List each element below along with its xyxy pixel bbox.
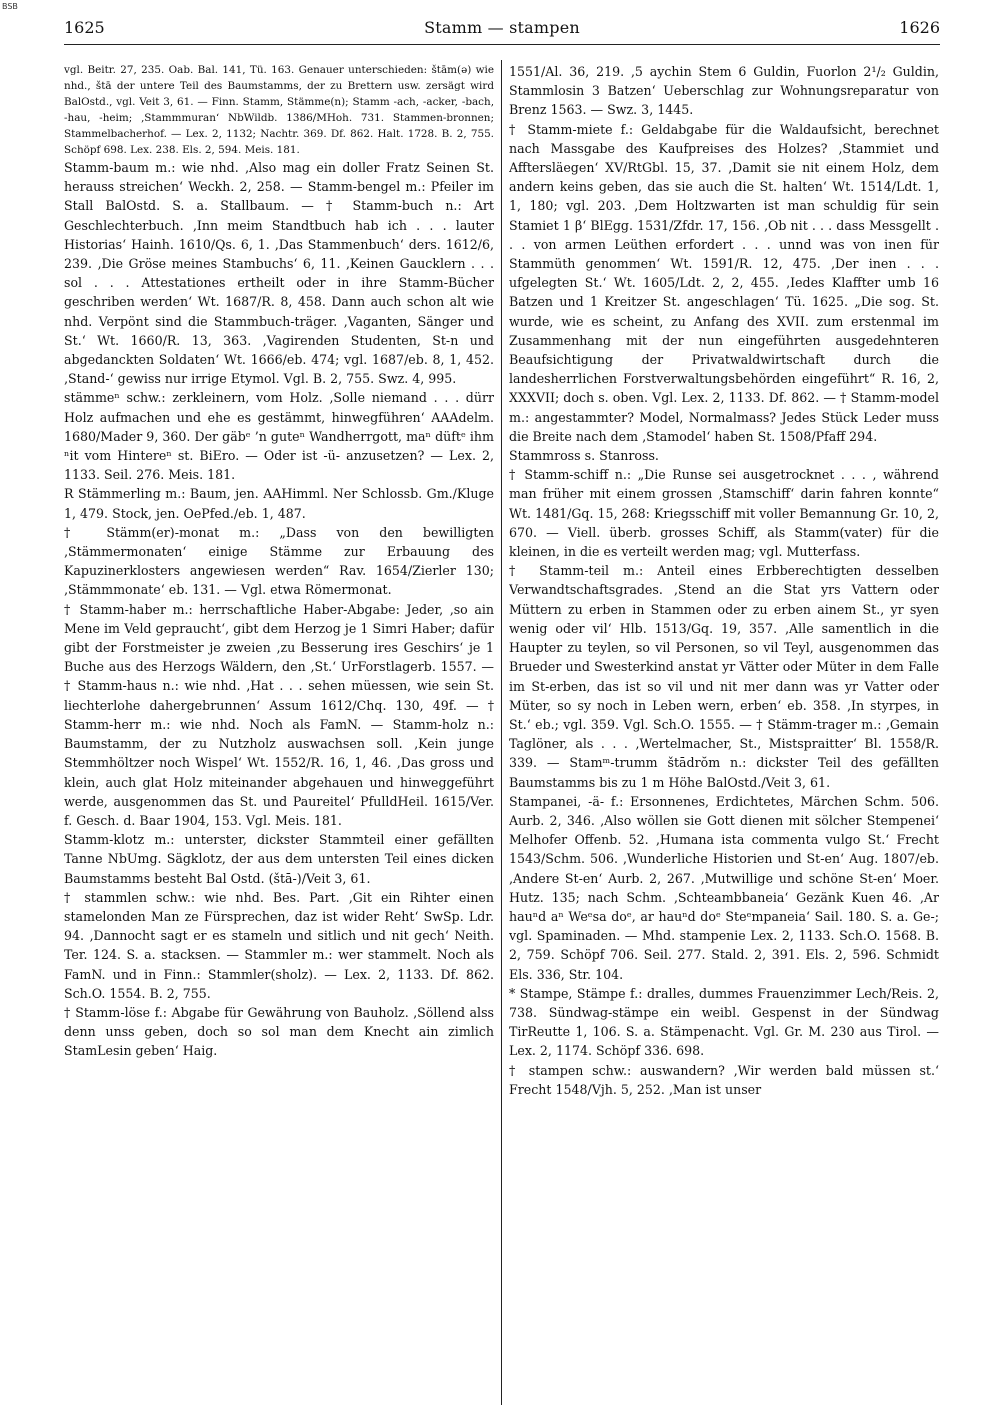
page-number-left: 1625 bbox=[64, 18, 105, 37]
library-stamp: BSB bbox=[2, 2, 18, 11]
dictionary-entry: † Stämm(er)-monat m.: „Dass von den bewilligten ‚Stämmermonaten‘ einige Stämme zur Erbauung des Kapuzinerklosters angewiesen werden“ Rav. 1654/Zierler 130; ‚Stämmmonate‘ eb. 131. — Vgl. etwa Römermonat. bbox=[64, 524, 494, 598]
dictionary-entry: † stammlen schw.: wie nhd. Bes. Part. ‚Git ein Rihter einen stamelonden Man ze Fürsprechen, daz ist wider Reht‘ SwSp. Ldr. 94. ‚Dannocht sagt er es stameln und sitlich und nit gech‘ Neith. Ter. 124. S. a. stacksen. — Stammler m.: wer stammelt. Noch als FamN. und in Finn.: Stammler(sholz). — Lex. 2, 1133. Df. 862. Sch.O. 1554. B. 2, 755. bbox=[64, 889, 494, 1001]
right-column bbox=[509, 62, 939, 1407]
page-header bbox=[64, 18, 940, 38]
dictionary-entry: † Stamm-löse f.: Abgabe für Gewährung von Bauholz. ‚Söllend alss denn unss geben, doch so sol man dem Knecht ain zimlich StamLesin geben‘ Haig. bbox=[64, 1004, 494, 1059]
dictionary-entry: † Stamm-haber m.: herrschaftliche Haber-Abgabe: Jeder, ‚so ain Mene im Veld gepraucht‘, gibt dem Herzog je 1 Simri Haber; dafür gibt der Forstmeister je zweien ‚zu Besserung ires Geschirs‘ je 1 Buche aus des Herzogs Wäldern, den ‚St.‘ UrForstlagerb. 1557. — † Stamm-haus n.: wie nhd. ‚Hat . . . sehen müessen, wie sein St. liechterlohe dahergebrunnen‘ Assum 1612/Chq. 130, 49f. — † Stamm-herr m.: wie nhd. Noch als FamN. — Stamm-holz n.: Baumstamm, der zu Nutzholz auswachsen soll. ‚Kein junge Stemmhöltzer noch Wispel‘ Wt. 1552/R. 16, 1, 46. ‚Das gross und klein, auch glat Holz miteinander abgehauen und hinweggeführt werde, ausgenommen das St. und Paureitel‘ PfulldHeil. 1615/Ver. f. Gesch. d. Baar 1904, 153. Vgl. Meis. 181. bbox=[64, 601, 494, 828]
dictionary-entry: Stamm-baum m.: wie nhd. ‚Also mag ein doller Fratz Seinen St. herauss streichen‘ Weckh. 2, 258. — Stamm-bengel m.: Pfeiler im Stall BalOstd. S. a. Stallbaum. — † Stamm-buch n.: Art Geschlechterbuch. ‚Inn meim Standtbuch hab ich . . . lauter Historias‘ Hainh. 1610/Qs. 6, 1. ‚Das Stammenbuch‘ ders. 1612/6, 239. ‚Die Gröse meines Stambuchs‘ 6, 11. ‚Keinen Gaucklern . . . sol . . . Attestationes ertheilt oder in ihre Stamm-Bücher geschriben werden‘ Wt. 1687/R. 8, 458. Dann auch schon alt wie nhd. Verpönt sind die Stammbuch-träger. ‚Vaganten, Sänger und St.‘ Wt. 1660/R. 13, 363. ‚Vagirenden Studenten, St-n und abgedanckten Soldaten‘ Wt. 1666/eb. 474; vgl. 1687/eb. 8, 1, 452. ‚Stand-‘ gewiss nur irrige Etymol. Vgl. B. 2, 755. Swz. 4, 995. bbox=[64, 160, 494, 387]
dictionary-entry: stämmeⁿ schw.: zerkleinern, vom Holz. ‚Solle niemand . . . dürr Holz aufmachen und ehe es gestämmt, hinwegführen‘ AAAdelm. 1680/Mader 9, 360. Der gäbᵉ ’n guteⁿ Wandherrgott, maⁿ düftᵉ ihm ⁿit vom Hintereⁿ st. BiEro. — Oder ist -ü- anzusetzen? — Lex. 2, 1133. Seil. 276. Meis. 181. bbox=[64, 390, 494, 483]
dictionary-entry: † Stamm-teil m.: Anteil eines Erbberechtigten desselben Verwandtschaftsgrades. ‚Stend an die Stat yrs Vattern oder Müttern zu erben in Stammen oder zu erben ainem St., yr syen wenig oder vil‘ Hlb. 1513/Gq. 19, 357. ‚Alle samentlich in die Haupter zu teylen, so vil Personen, so vil Teyl, ausgenommen das Brueder und Swesterkind anstat yr Vätter oder Müter in dem Falle im St-erben, das ist so vil und nit mer dann was yr Vatter oder Müter, so sy noch in Leben wern, erben‘ eb. 358. ‚In styrpes, in St.‘ eb.; vgl. 359. Vgl. Sch.O. 1555. — † Stämm-trager m.: ‚Gemain Taglöner, als . . . ‚Wertelmacher, St., Mistspraitter‘ Bl. 1558/R. 339. — Stamᵐ-trumm štādrŏm n.: dickster Teil des gefällten Baumstamms bis zu 1 m Höhe BalOstd./Veit 3, 61. bbox=[509, 563, 939, 790]
dictionary-entry: Stammross s. Stanross. bbox=[509, 448, 659, 464]
dictionary-entry: R Stämmerling m.: Baum, jen. AAHimml. Ner Schlossb. Gm./Kluge 1, 479. Stock, jen. OePfed./eb. 1, 487. bbox=[64, 486, 494, 521]
dictionary-entry: † Stamm-miete f.: Geldabgabe für die Waldaufsicht, berechnet nach Massgabe des Kaufpreises des Holzes? ‚Stammiet und Afftersläegen‘ XV/RtGbl. 15, 37. ‚Damit sie nit einem Holz, dem andern keins geben, das sie auch die St. halten‘ Wt. 1514/Ldt. 1, 1, 180; vgl. 203. ‚Dem Holtzwarten ist man schuldig für sein Stamiet 1 β‘ BlEgg. 1531/Zfdr. 17, 156. ‚Ob nit . . . dass Messgellt . . . von armen Leüthen erfordert . . . unnd was von inen für Stammüth genommen‘ Wt. 1591/R. 12, 475. ‚Der inen . . . ufgelegten St.‘ Wt. 1605/Ldt. 2, 2, 455. ‚Iedes Klaffter umb 16 Batzen und 1 Kreitzer St. angeschlagen‘ Tü. 1625. „Die sog. St. wurde, wie es scheint, zu Anfang des XVII. zum erstenmal im Zusammenhang mit der nun eingeführten ausgedehnteren Beaufsichtigung der Privatwaldwirtschaft durch die landesherrlichen Forstverwaltungsbehörden eingeführt“ R. 16, 2, XXXVII; doch s. oben. Vgl. Lex. 2, 1133. Df. 862. — † Stamm-model m.: angestammter? Model, Normalmass? Jedes Stück Leder muss die Breite nach dem ‚Stamodel‘ haben St. 1508/Pfaff 294. bbox=[509, 121, 939, 444]
page-number-right: 1626 bbox=[899, 18, 940, 37]
dictionary-entry: Stampanei, -ä- f.: Ersonnenes, Erdichtetes, Märchen Schm. 506. Aurb. 2, 346. ‚Also wöllen sie Gott dienen mit sölcher Stempenei‘ Melhofer Offenb. 52. ‚Humana ista commenta vulgo St.‘ Frecht 1543/Schm. 506. ‚Wunderliche Historien und St-en‘ Aug. 1807/eb. ‚Andere St-en‘ Aurb. 2, 267. ‚Mutwillige und schöne St-en‘ Moer. Hutz. 135; nach Schm. ‚Schteambbaneia‘ Gezänk Kuen 46. ‚Ar hauⁿd aⁿ Weᵉsa doᵉ, ar hauⁿd doᵉ Steᵉmpaneia‘ Sail. 180. S. a. Ge-; vgl. Spaminaden. — Mhd. stampenie Lex. 2, 1133. Sch.O. 1568. B. 2, 759. Schöpf 706. Seil. 277. Stald. 2, 391. Els. 2, 596. Schmidt Els. 336, Str. 104. bbox=[509, 793, 939, 982]
dictionary-entry: 1551/Al. 36, 219. ‚5 aychin Stem 6 Guldin, Fuorlon 2¹/₂ Guldin, Stammlosin 3 Batzen‘ Ueberschlag zur Wohnungsreparatur von Brenz 1563. — Swz. 3, 1445. bbox=[509, 64, 939, 118]
left-column bbox=[64, 62, 494, 1407]
dictionary-entry: † Stamm-schiff n.: „Die Runse sei ausgetrocknet . . . , während man früher mit einem grossen ‚Stamschiff‘ darin fahren konnte“ Wt. 1481/Gq. 15, 268: Kriegsschiff mit voller Bemannung Gr. 10, 2, 670. — Viell. überb. grosses Schiff, als Stamm(vater) für die kleinen, in die es verteilt werden mag; vgl. Mutterfass. bbox=[509, 467, 939, 560]
column-divider bbox=[501, 60, 502, 1405]
header-rule bbox=[64, 44, 940, 45]
running-title: Stamm — stampen bbox=[424, 18, 580, 37]
dictionary-entry: vgl. Beitr. 27, 235. Oab. Bal. 141, Tü. 163. Genauer unterschieden: štām(ə) wie nhd., štā der untere Teil des Baumstamms, der zu Brettern usw. zersägt wird BalOstd., vgl. Veit 3, 61. — Finn. Stamm, Stämme(n); Stamm -ach, -acker, -bach, -hau, -heim; ‚Stammmuran‘ NbWildb. 1386/MHoh. 731. Stammen-bronnen; Stammelbacherhof. — Lex. 2, 1132; Nachtr. 369. Df. 862. Halt. 1728. B. 2, 755. Schöpf 698. Lex. 238. Els. 2, 594. Meis. 181. bbox=[64, 64, 494, 156]
dictionary-entry: † stampen schw.: auswandern? ‚Wir werden bald müssen st.‘ Frecht 1548/Vjh. 5, 252. ‚Man ist unser bbox=[509, 1062, 939, 1097]
dictionary-entry: * Stampe, Stämpe f.: dralles, dummes Frauenzimmer Lech/Reis. 2, 738. Sündwag-stämpe ein weibl. Gespenst in der Sündwag TirReutte 1, 106. S. a. Stämpenacht. Vgl. Gr. M. 230 aus Tirol. — Lex. 2, 1174. Schöpf 336. 698. bbox=[509, 985, 939, 1059]
dictionary-entry: Stamm-klotz m.: unterster, dickster Stammteil einer gefällten Tanne NbUmg. Sägklotz, der aus dem untersten Teil eines dicken Baumstamms besteht Bal Ostd. (štā-)/Veit 3, 61. bbox=[64, 832, 494, 886]
